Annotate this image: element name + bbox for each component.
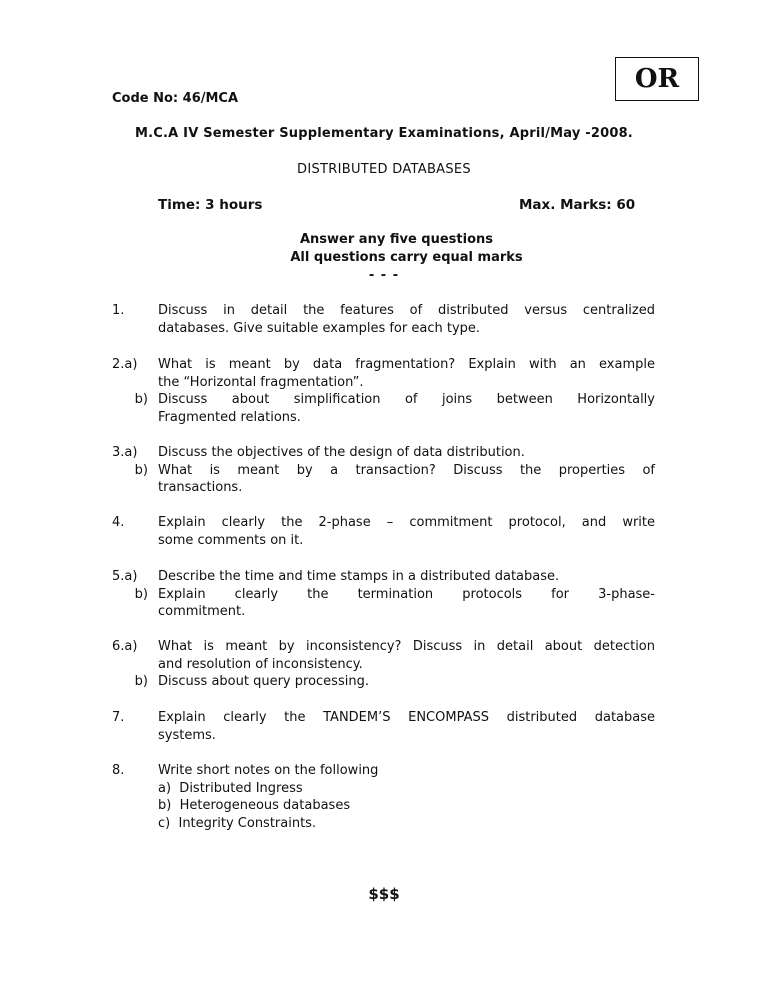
question-3 <box>112 444 655 497</box>
question-number: 7. <box>112 710 125 725</box>
question-line: Describe the time and time stamps in a distributed database. <box>158 569 560 584</box>
question-line: transactions. <box>158 480 243 496</box>
question-line: Discuss about query processing. <box>158 674 369 690</box>
question-line: What is meant by data fragmentation? Explain with an example <box>158 357 655 372</box>
question-option: b) Heterogeneous databases <box>158 798 351 814</box>
time-allowed: Time: 3 hours <box>158 197 263 213</box>
code-number: Code No: 46/MCA <box>112 91 239 106</box>
instruction-separator: - - - <box>368 268 400 283</box>
question-line: the “Horizontal fragmentation”. <box>158 374 364 390</box>
question-line: Fragmented relations. <box>158 410 301 426</box>
question-line: Explain clearly the termination protocols for 3-phase- <box>158 586 655 602</box>
instruction-answer-any: Answer any five questions <box>299 232 493 247</box>
question-number: 8. <box>112 763 125 778</box>
question-line: some comments on it. <box>158 532 304 548</box>
or-stamp: OR <box>615 57 699 101</box>
question-7 <box>112 709 655 744</box>
question-line: Discuss the objectives of the design of data distribution. <box>158 445 525 460</box>
question-number: 3.a) <box>112 445 138 460</box>
question-line: commitment. <box>158 604 246 620</box>
question-line: systems. <box>158 727 216 743</box>
question-number: 2.a) <box>112 357 138 372</box>
question-6 <box>112 638 655 691</box>
question-2 <box>112 356 655 427</box>
question-line: Discuss in detail the features of distributed versus centralized <box>158 303 655 318</box>
question-number: b) <box>134 392 148 408</box>
question-line: and resolution of inconsistency. <box>158 656 363 672</box>
question-line: databases. Give suitable examples for each type. <box>158 320 481 336</box>
question-option: a) Distributed Ingress <box>158 780 303 796</box>
question-4 <box>112 514 655 549</box>
question-line: Explain clearly the TANDEM’S ENCOMPASS distributed database <box>158 710 655 725</box>
question-option: c) Integrity Constraints. <box>158 816 317 832</box>
question-number: 5.a) <box>112 569 138 584</box>
question-number: 6.a) <box>112 639 138 654</box>
question-line: Discuss about simplification of joins between Horizontally <box>158 392 655 408</box>
question-number: b) <box>134 586 148 602</box>
question-line: Explain clearly the 2-phase – commitment protocol, and write <box>158 515 655 530</box>
max-marks: Max. Marks: 60 <box>519 197 636 213</box>
subject-title: DISTRIBUTED DATABASES <box>297 162 471 177</box>
question-line: Write short notes on the following <box>158 763 379 778</box>
question-8 <box>112 762 655 833</box>
question-line: What is meant by a transaction? Discuss the properties of <box>158 462 655 478</box>
question-number: 1. <box>112 303 125 318</box>
question-number: 4. <box>112 515 125 530</box>
question-5 <box>112 568 655 621</box>
exam-title: M.C.A IV Semester Supplementary Examinations, April/May -2008. <box>135 126 633 141</box>
question-number: b) <box>134 462 148 478</box>
question-1 <box>112 302 655 337</box>
instruction-equal-marks: All questions carry equal marks <box>290 250 523 265</box>
footer-mark: $$$ <box>368 885 400 903</box>
question-number: b) <box>134 674 148 690</box>
question-line: What is meant by inconsistency? Discuss in detail about detection <box>158 639 655 654</box>
